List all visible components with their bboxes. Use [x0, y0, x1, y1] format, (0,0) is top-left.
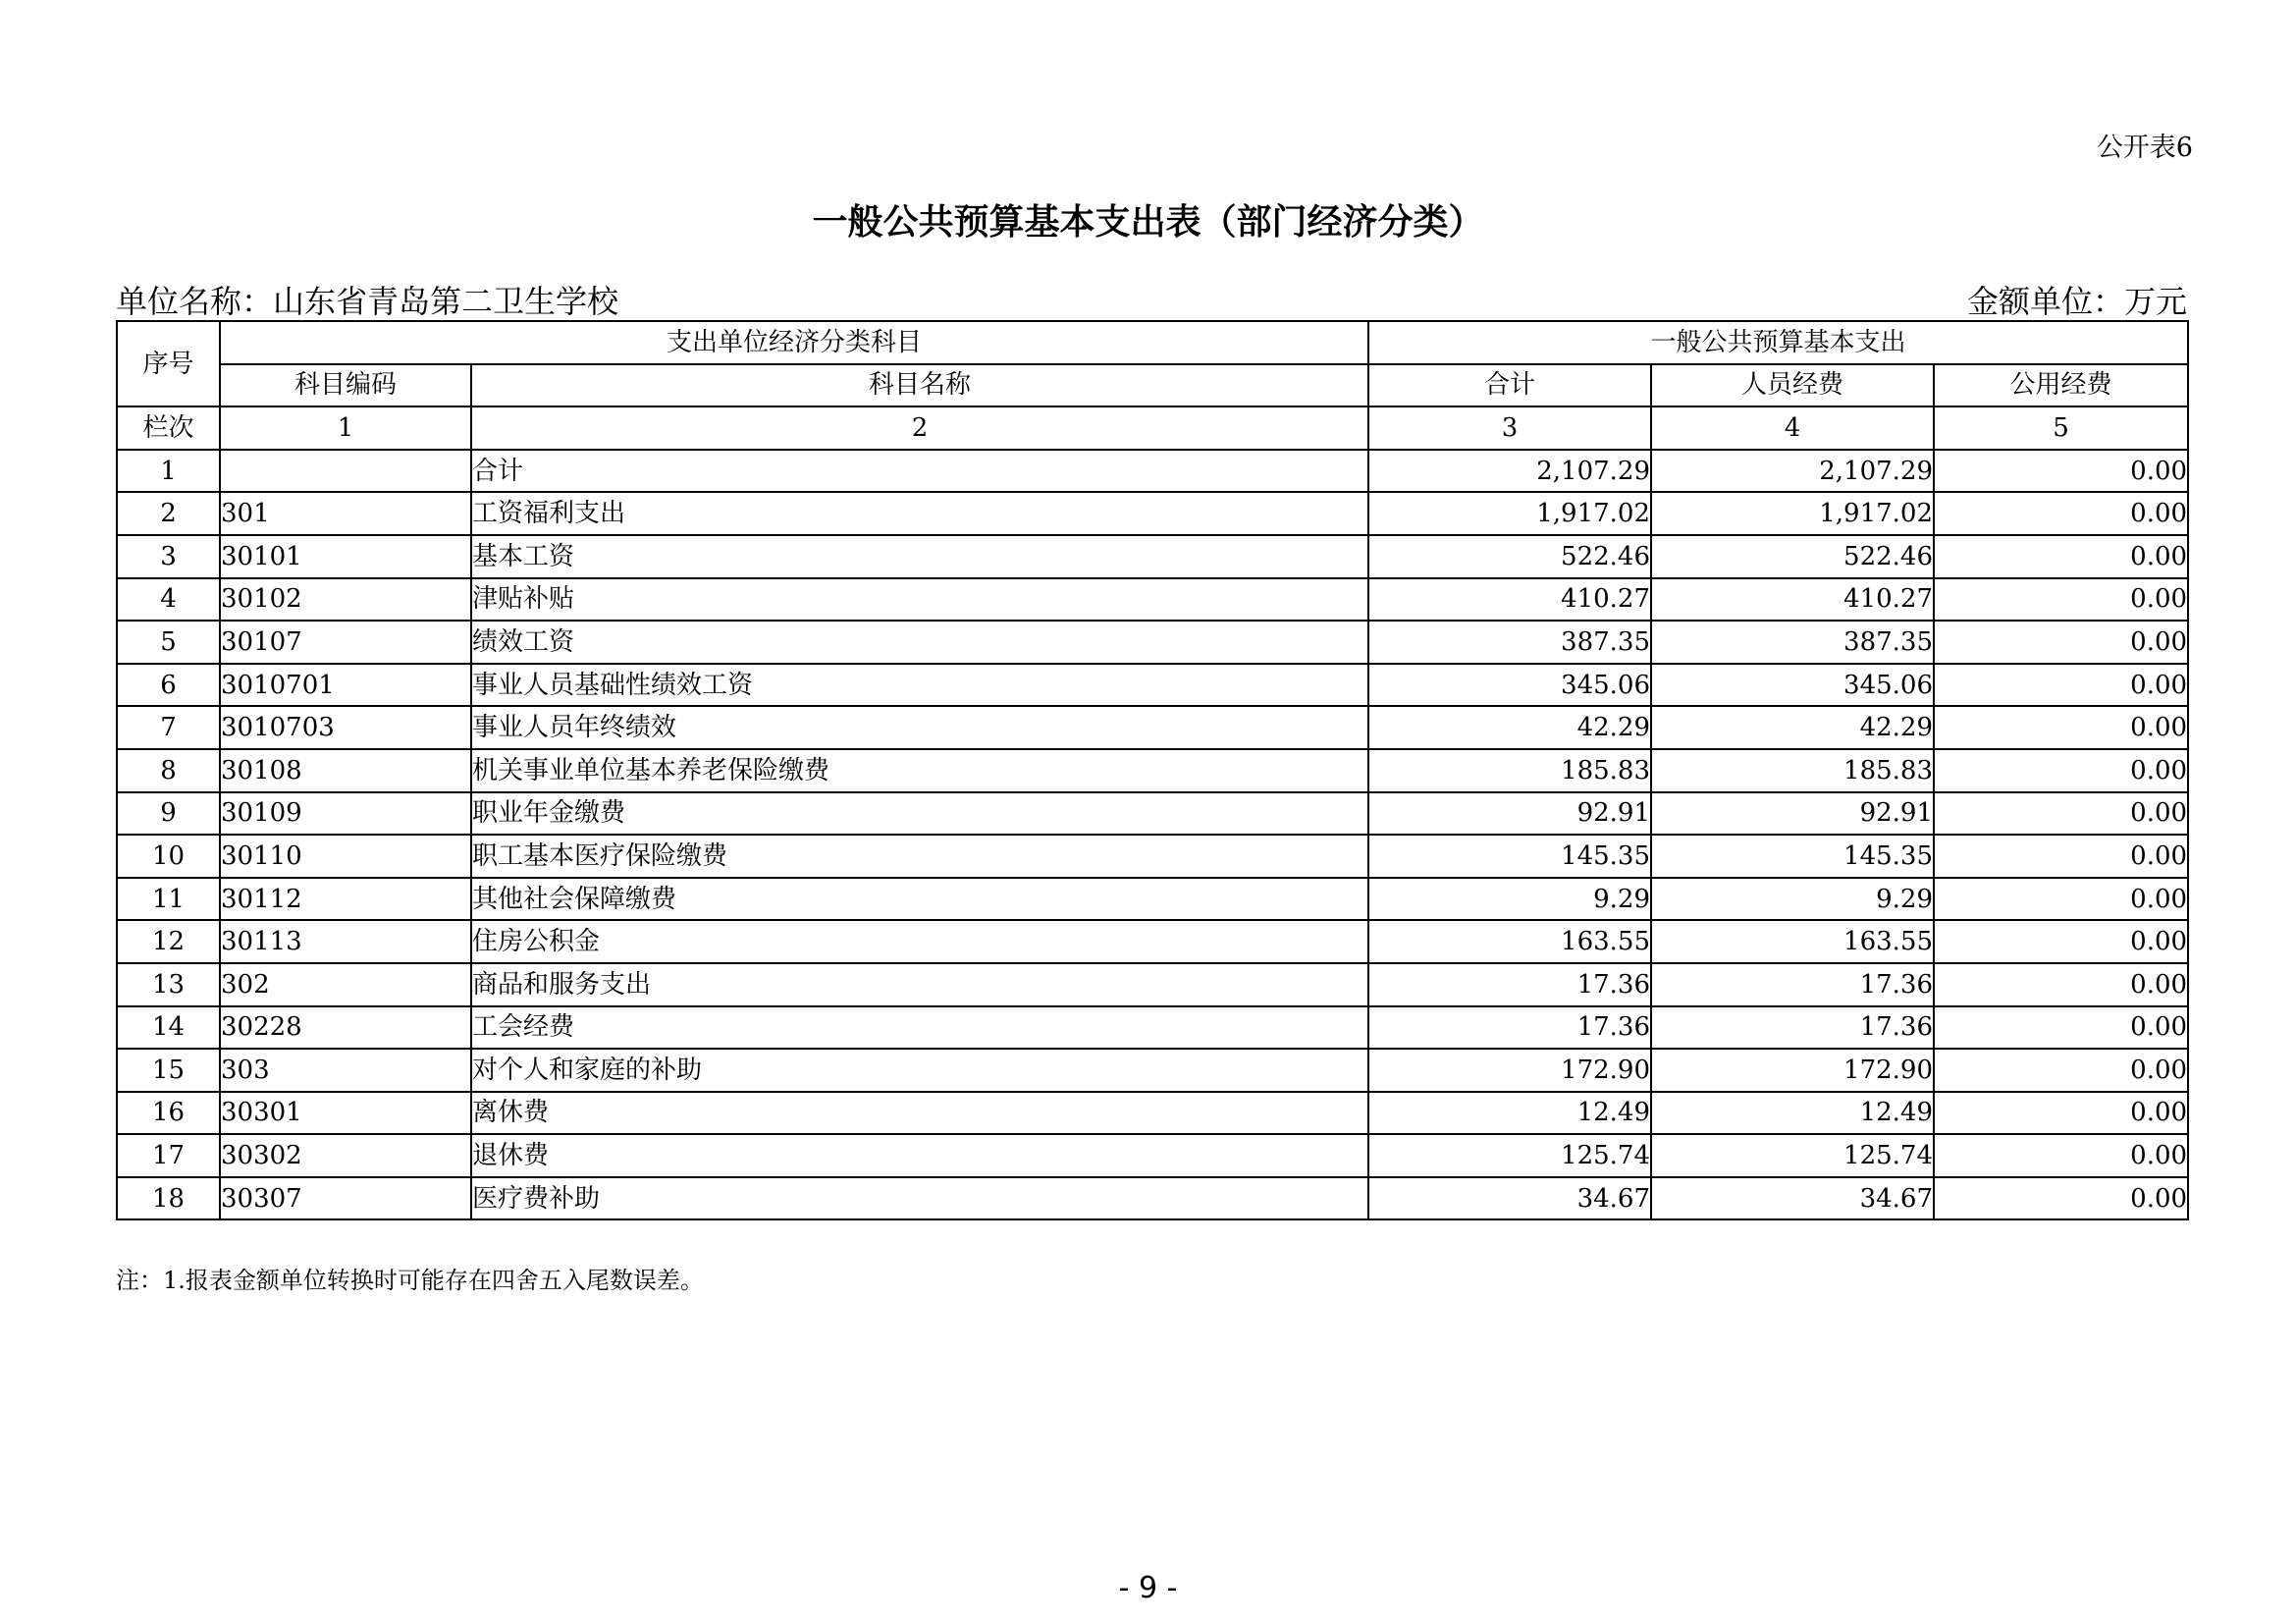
cell-total: 92.91 [1368, 792, 1651, 836]
cell-code: 302 [220, 963, 471, 1006]
cell-code: 30101 [220, 535, 471, 578]
cell-personnel: 125.74 [1651, 1134, 1934, 1177]
cell-total: 12.49 [1368, 1092, 1651, 1135]
cell-code: 30109 [220, 792, 471, 836]
cell-seq: 5 [117, 621, 220, 664]
cell-code: 30102 [220, 578, 471, 622]
cell-public: 0.00 [1934, 450, 2188, 493]
cell-code: 30228 [220, 1006, 471, 1050]
cell-name: 对个人和家庭的补助 [471, 1049, 1368, 1092]
cell-seq: 7 [117, 706, 220, 749]
table-row [117, 792, 2188, 836]
cell-name: 医疗费补助 [471, 1177, 1368, 1220]
table-row [117, 664, 2188, 707]
cell-total: 17.36 [1368, 1006, 1651, 1050]
cell-public: 0.00 [1934, 1049, 2188, 1092]
cell-code: 30302 [220, 1134, 471, 1177]
cell-personnel: 42.29 [1651, 706, 1934, 749]
table-row [117, 1177, 2188, 1220]
cell-public: 0.00 [1934, 621, 2188, 664]
header-personnel: 人员经费 [1651, 364, 1934, 407]
page-title: 一般公共预算基本支出表（部门经济分类） [812, 202, 1484, 243]
cell-personnel: 12.49 [1651, 1092, 1934, 1135]
table-row [117, 535, 2188, 578]
cell-name: 事业人员年终绩效 [471, 706, 1368, 749]
cell-seq: 10 [117, 835, 220, 878]
table-row [117, 1049, 2188, 1092]
header-public: 公用经费 [1934, 364, 2188, 407]
cell-total: 9.29 [1368, 878, 1651, 921]
col-label: 栏次 [117, 406, 220, 450]
page-number: - 9 - [1118, 1571, 1178, 1605]
table-row [117, 450, 2188, 493]
col-num-3: 3 [1368, 406, 1651, 450]
cell-seq: 12 [117, 920, 220, 963]
cell-public: 0.00 [1934, 578, 2188, 622]
cell-code: 30307 [220, 1177, 471, 1220]
cell-public: 0.00 [1934, 1006, 2188, 1050]
cell-code: 3010701 [220, 664, 471, 707]
header-group-subject: 支出单位经济分类科目 [220, 321, 1368, 364]
cell-public: 0.00 [1934, 749, 2188, 792]
col-num-2: 2 [471, 406, 1368, 450]
cell-personnel: 34.67 [1651, 1177, 1934, 1220]
cell-public: 0.00 [1934, 1092, 2188, 1135]
cell-total: 1,917.02 [1368, 492, 1651, 535]
cell-personnel: 387.35 [1651, 621, 1934, 664]
cell-total: 387.35 [1368, 621, 1651, 664]
cell-code: 30113 [220, 920, 471, 963]
table-row [117, 835, 2188, 878]
header-row-1 [117, 321, 2188, 364]
cell-public: 0.00 [1934, 1177, 2188, 1220]
cell-personnel: 410.27 [1651, 578, 1934, 622]
header-seq: 序号 [117, 321, 220, 406]
cell-code: 301 [220, 492, 471, 535]
cell-name: 机关事业单位基本养老保险缴费 [471, 749, 1368, 792]
cell-name: 基本工资 [471, 535, 1368, 578]
cell-personnel: 345.06 [1651, 664, 1934, 707]
header-group-expenditure: 一般公共预算基本支出 [1368, 321, 2188, 364]
cell-code: 30107 [220, 621, 471, 664]
unit-name: 单位名称：山东省青岛第二卫生学校 [116, 283, 619, 320]
cell-total: 163.55 [1368, 920, 1651, 963]
cell-name: 离休费 [471, 1092, 1368, 1135]
cell-personnel: 2,107.29 [1651, 450, 1934, 493]
cell-total: 2,107.29 [1368, 450, 1651, 493]
cell-name: 住房公积金 [471, 920, 1368, 963]
table-row [117, 749, 2188, 792]
cell-personnel: 185.83 [1651, 749, 1934, 792]
cell-seq: 13 [117, 963, 220, 1006]
table-row [117, 1006, 2188, 1050]
cell-personnel: 1,917.02 [1651, 492, 1934, 535]
cell-name: 职业年金缴费 [471, 792, 1368, 836]
cell-code: 30110 [220, 835, 471, 878]
cell-public: 0.00 [1934, 792, 2188, 836]
table-row [117, 920, 2188, 963]
cell-public: 0.00 [1934, 835, 2188, 878]
cell-personnel: 172.90 [1651, 1049, 1934, 1092]
header-code: 科目编码 [220, 364, 471, 407]
cell-public: 0.00 [1934, 878, 2188, 921]
cell-public: 0.00 [1934, 920, 2188, 963]
cell-name: 事业人员基础性绩效工资 [471, 664, 1368, 707]
cell-total: 145.35 [1368, 835, 1651, 878]
cell-total: 125.74 [1368, 1134, 1651, 1177]
header-total: 合计 [1368, 364, 1651, 407]
cell-code: 30108 [220, 749, 471, 792]
cell-seq: 1 [117, 450, 220, 493]
table-row [117, 1134, 2188, 1177]
cell-personnel: 145.35 [1651, 835, 1934, 878]
table-row [117, 963, 2188, 1006]
cell-code: 30301 [220, 1092, 471, 1135]
amount-unit: 金额单位：万元 [1966, 283, 2187, 320]
cell-seq: 6 [117, 664, 220, 707]
cell-name: 商品和服务支出 [471, 963, 1368, 1006]
budget-table [116, 320, 2189, 1220]
cell-name: 其他社会保障缴费 [471, 878, 1368, 921]
footnote: 注：1.报表金额单位转换时可能存在四舍五入尾数误差。 [116, 1267, 704, 1294]
table-row [117, 706, 2188, 749]
header-row-2 [117, 364, 2188, 407]
cell-seq: 8 [117, 749, 220, 792]
col-num-5: 5 [1934, 406, 2188, 450]
cell-personnel: 17.36 [1651, 963, 1934, 1006]
table-row [117, 492, 2188, 535]
cell-seq: 11 [117, 878, 220, 921]
cell-seq: 14 [117, 1006, 220, 1050]
table-row [117, 1092, 2188, 1135]
column-number-row [117, 406, 2188, 450]
cell-personnel: 17.36 [1651, 1006, 1934, 1050]
cell-public: 0.00 [1934, 664, 2188, 707]
cell-public: 0.00 [1934, 535, 2188, 578]
table-row [117, 621, 2188, 664]
cell-seq: 16 [117, 1092, 220, 1135]
cell-total: 172.90 [1368, 1049, 1651, 1092]
cell-personnel: 92.91 [1651, 792, 1934, 836]
table-row [117, 878, 2188, 921]
cell-personnel: 163.55 [1651, 920, 1934, 963]
cell-name: 津贴补贴 [471, 578, 1368, 622]
cell-code: 303 [220, 1049, 471, 1092]
cell-personnel: 522.46 [1651, 535, 1934, 578]
cell-code: 3010703 [220, 706, 471, 749]
col-num-4: 4 [1651, 406, 1934, 450]
cell-seq: 17 [117, 1134, 220, 1177]
cell-total: 522.46 [1368, 535, 1651, 578]
cell-name: 退休费 [471, 1134, 1368, 1177]
cell-seq: 15 [117, 1049, 220, 1092]
cell-seq: 3 [117, 535, 220, 578]
cell-total: 34.67 [1368, 1177, 1651, 1220]
cell-name: 工资福利支出 [471, 492, 1368, 535]
table-row [117, 578, 2188, 622]
cell-name: 合计 [471, 450, 1368, 493]
cell-code [220, 450, 471, 493]
table-body [117, 321, 2188, 1219]
cell-name: 工会经费 [471, 1006, 1368, 1050]
cell-seq: 4 [117, 578, 220, 622]
cell-total: 345.06 [1368, 664, 1651, 707]
cell-total: 185.83 [1368, 749, 1651, 792]
cell-seq: 2 [117, 492, 220, 535]
cell-seq: 9 [117, 792, 220, 836]
cell-code: 30112 [220, 878, 471, 921]
cell-public: 0.00 [1934, 963, 2188, 1006]
cell-personnel: 9.29 [1651, 878, 1934, 921]
cell-public: 0.00 [1934, 492, 2188, 535]
cell-seq: 18 [117, 1177, 220, 1220]
cell-public: 0.00 [1934, 706, 2188, 749]
cell-total: 410.27 [1368, 578, 1651, 622]
cell-total: 42.29 [1368, 706, 1651, 749]
header-name: 科目名称 [471, 364, 1368, 407]
cell-public: 0.00 [1934, 1134, 2188, 1177]
cell-name: 绩效工资 [471, 621, 1368, 664]
cell-name: 职工基本医疗保险缴费 [471, 835, 1368, 878]
col-num-1: 1 [220, 406, 471, 450]
cell-total: 17.36 [1368, 963, 1651, 1006]
form-number: 公开表6 [2096, 133, 2193, 163]
